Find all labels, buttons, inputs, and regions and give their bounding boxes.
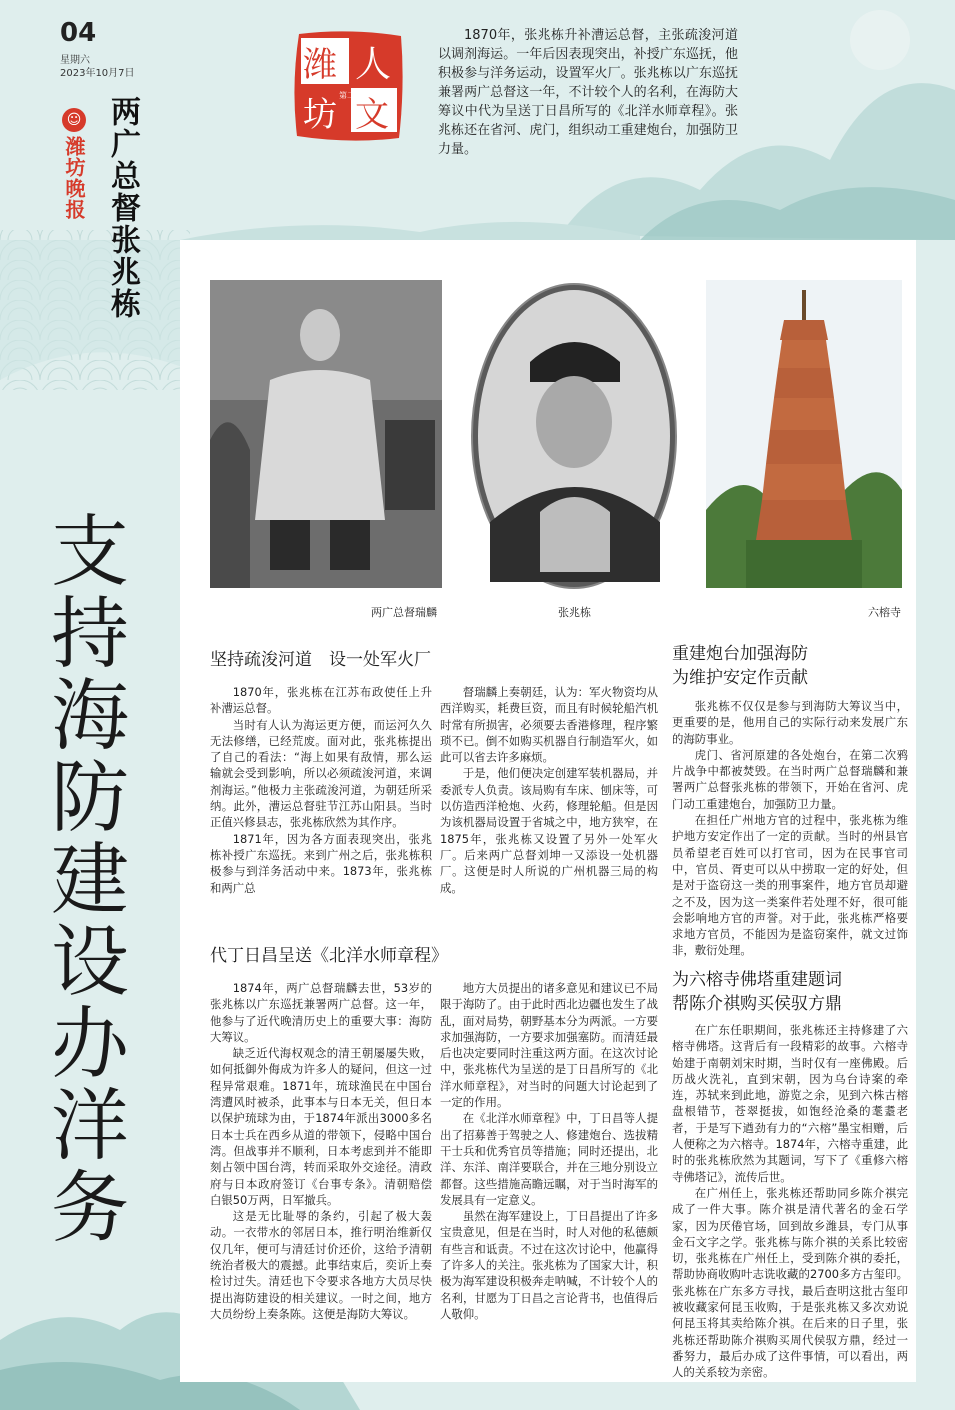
caption-ruilin: 两广总督瑞麟	[371, 606, 437, 619]
paragraph: 这是无比耻辱的条约，引起了极大轰动。一衣带水的邻居日本，推行明治维新仅仅几年，便可与清廷讨价还价，这给予清朝统治者极大的震撼。此事结束后，奕䜣上奏检讨过失。清廷也下令要求各地方大员尽快提出海防建设的相关建议。一时之间，地方大员纷纷上奏条陈。这便是海防大筹议。	[210, 1209, 432, 1321]
seal-season: 第二季	[339, 91, 363, 100]
main-title: 支持海防建设办洋务	[38, 510, 128, 1248]
article3-heading	[672, 642, 808, 690]
photo-ruilin	[210, 280, 442, 588]
seal-char-3: 坊	[303, 95, 337, 135]
paragraph: 督瑞麟上奏朝廷，认为：军火物资均从西洋购买，耗费巨资，而且有时候轮船汽机时常有所损害，必须要去香港修理，程序繁琐不已。倒不如购买机器自行制造军火，如此可以省去许多麻烦。	[440, 685, 658, 765]
paragraph: 在广东任职期间，张兆栋还主持修建了六榕寺佛塔。这背后有一段精彩的故事。六榕寺始建于南朝刘宋时期，当时仅有一座佛殿。后历战火洗礼，直到宋朝，因为乌台诗案的牵连，苏轼来到此地，游览之余，见到六株古榕盘根错节，苍翠挺拔，如饱经沧桑的耄耋老者，于是写下遒劲有力的“六榕”墨宝相赠，后人便称之为六榕寺。1874年，六榕寺重建，此时的张兆栋欣然为其题词，写下了《重修六榕寺佛塔记》，流传后世。	[672, 1023, 908, 1184]
page-number: 04	[60, 18, 97, 48]
article4-body	[672, 1022, 908, 1381]
article2-column1	[210, 980, 432, 1322]
article3-heading-line1: 重建炮台加强海防	[672, 644, 808, 664]
paragraph: 在广州任上，张兆栋还帮助同乡陈介祺完成了一件大事。陈介祺是清代著名的金石学家，因为厌倦官场，回到故乡潍县，专门从事金石文字之学。张兆栋与陈介祺的关系比较密切，张兆栋在广州任上，受到陈介祺的委托，帮助协商收购叶志诜收藏的2700多方古玺印。张兆栋在广东多方寻找，最后查明这批古玺印被收藏家何昆玉收购，于是张兆栋又多次劝说何昆玉将其卖给陈介祺。在后来的日子里，张兆栋还帮助陈介祺购买周代侯驭方鼎，经过一番努力，最后办成了这件事情，可以看出，两人的关系较为亲密。	[672, 1185, 908, 1380]
paragraph: 1870年，张兆栋在江苏布政使任上升补漕运总督。	[210, 685, 432, 716]
paragraph: 1871年，因为各方面表现突出，张兆栋补授广东巡抚。来到广州之后，张兆栋积极参与到洋务活动中来。1873年，张兆栋和两广总	[210, 831, 432, 895]
article3-body	[672, 698, 908, 959]
caption-liurong-temple: 六榕寺	[868, 606, 901, 619]
section-subtitle: 两广总督张兆栋	[105, 96, 140, 320]
paragraph: 当时有人认为海运更方便，而运河久久无法修缮，已经荒废。面对此，张兆栋提出了自己的看法：“海上如果有敌情，那么运输就会受到影响，所以必须疏浚河道，来调剂海运。”他极力主张疏浚河道，为朝廷所采纳。此外，漕运总督驻节江苏山阳县。当时正值兴修县志，张兆栋欣然为其作序。	[210, 717, 432, 830]
paragraph: 虽然在海军建设上，丁日昌提出了许多宝贵意见，但是在当时，时人对他的私德颇有些言和诋责。不过在这次讨论中，他赢得了许多人的关注。张兆栋为了国家大计，积极为海军建设积极奔走呐喊，不计较个人的名利，甘愿为丁日昌之言论背书，也值得后人敬仰。	[440, 1209, 658, 1321]
article1-column1	[210, 684, 432, 896]
newspaper-logo	[60, 108, 92, 220]
article4-heading-line1: 为六榕寺佛塔重建题词	[672, 970, 842, 990]
paragraph: 在《北洋水师章程》中，丁日昌等人提出了招募善于驾驶之人、修建炮台、选拔精干士兵和优秀官员等措施；同时还提出，北洋、东洋、南洋要联合，并在三地分别设立都督。这些措施高瞻远瞩，对于当时海军的发展具有一定意义。	[440, 1111, 658, 1207]
weekday: 星期六	[60, 55, 90, 66]
logo-icon: ☺	[62, 108, 86, 132]
seal-char-2: 人	[355, 44, 392, 85]
article1-heading: 坚持疏浚河道 设一处军火厂	[210, 650, 431, 670]
article4-heading-line2: 帮陈介祺购买侯驭方鼎	[672, 994, 842, 1014]
paragraph: 张兆栋不仅仅是参与到海防大筹议当中，更重要的是，他用自己的实际行动来发展广东的海防事业。	[672, 699, 908, 746]
photo-zhang-zhaodong	[470, 282, 678, 590]
paragraph: 1874年，两广总督瑞麟去世，53岁的张兆栋以广东巡抚兼署两广总督。这一年，他参与了近代晚清历史上的重要大事：海防大筹议。	[210, 981, 432, 1044]
date-block	[60, 54, 135, 80]
article2-column2	[440, 980, 658, 1322]
paragraph: 虎门、省河原建的各处炮台，在第二次鸦片战争中都被焚毁。在当时两广总督瑞麟和兼署两广总督张兆栋的带领下，开始在省河、虎门动工重建炮台，加强防卫力量。	[672, 747, 908, 811]
article3-heading-line2: 为维护安定作贡献	[672, 668, 808, 688]
paragraph: 地方大员提出的诸多意见和建议已不局限于海防了。由于此时西北边疆也发生了战乱，面对局势，朝野基本分为两派。一方要求加强海防，一方要求加强塞防。而清廷最后也决定要同时注重这两方面。在这次讨论中，张兆栋代为呈送的是丁日昌所写的《北洋水师章程》，对当时的问题大讨论起到了一定的作用。	[440, 981, 658, 1110]
caption-zhang-zhaodong: 张兆栋	[558, 606, 591, 619]
weifang-renwen-seal	[289, 26, 407, 144]
paragraph: 缺乏近代海权观念的清王朝屡屡失败，如何抵御外侮成为许多人的疑问，但这一过程异常艰难。1871年，琉球渔民在中国台湾遭风时被杀，此事本与日本无关，但日本以保护琉球为由，于1874年派出3000多名日本士兵在西乡从道的带领下，侵略中国台湾。但战事并不顺利，日本考虑到并不能即刻占领中国台湾，转而采取外交途径。清政府与日本政府签订《台事专条》。清朝赔偿白银50万两，日军撤兵。	[210, 1046, 432, 1207]
issue-date: 2023年10月7日	[60, 68, 135, 79]
paragraph: 于是，他们便决定创建军装机器局，并委派专人负责。该局购有车床、刨床等，可以仿造西洋枪炮、火药，修理轮船。但是因为该机器局设置于省城之中，地方狭窄，在1875年，张兆栋又设置了另外一处军火厂。后来两广总督刘坤一又添设一处机器厂。这便是时人所说的广州机器三局的构成。	[440, 766, 658, 895]
article4-heading	[672, 968, 842, 1016]
newspaper-name: 潍坊晚报	[62, 136, 86, 220]
paragraph: 在担任广州地方官的过程中，张兆栋为维护地方安定作出了一定的贡献。当时的州县官员希望老百姓可以打官司，因为在民事官司中，官员、胥吏可以从中捞取一定的好处，但是对于盗窃这一类的刑事案件，地方官员却避之不及，因为这一类案件若处理不好，很可能会影响地方官的声誉。对于此，张兆栋严格要求地方官员，不能因为是盗窃案件，就文过饰非，敷衍处理。	[672, 813, 908, 958]
article1-column2	[440, 684, 658, 896]
seal-char-1: 潍	[303, 45, 337, 85]
seal-char-4: 文	[355, 95, 389, 135]
article2-heading: 代丁日昌呈送《北洋水师章程》	[210, 946, 448, 966]
intro-paragraph: 1870年，张兆栋升补漕运总督，主张疏浚河道以调剂海运。一年后因表现突出，补授广东巡抚，他积极参与洋务运动，设置军火厂。张兆栋以广东巡抚兼署两广总督这一年，不计较个人的名利，在海防大筹议中代为呈送丁日昌所写的《北洋水师章程》。张兆栋还在省河、虎门，组织动工重建炮台，加强防卫力量。	[438, 28, 738, 157]
photo-liurong-temple	[706, 280, 902, 588]
